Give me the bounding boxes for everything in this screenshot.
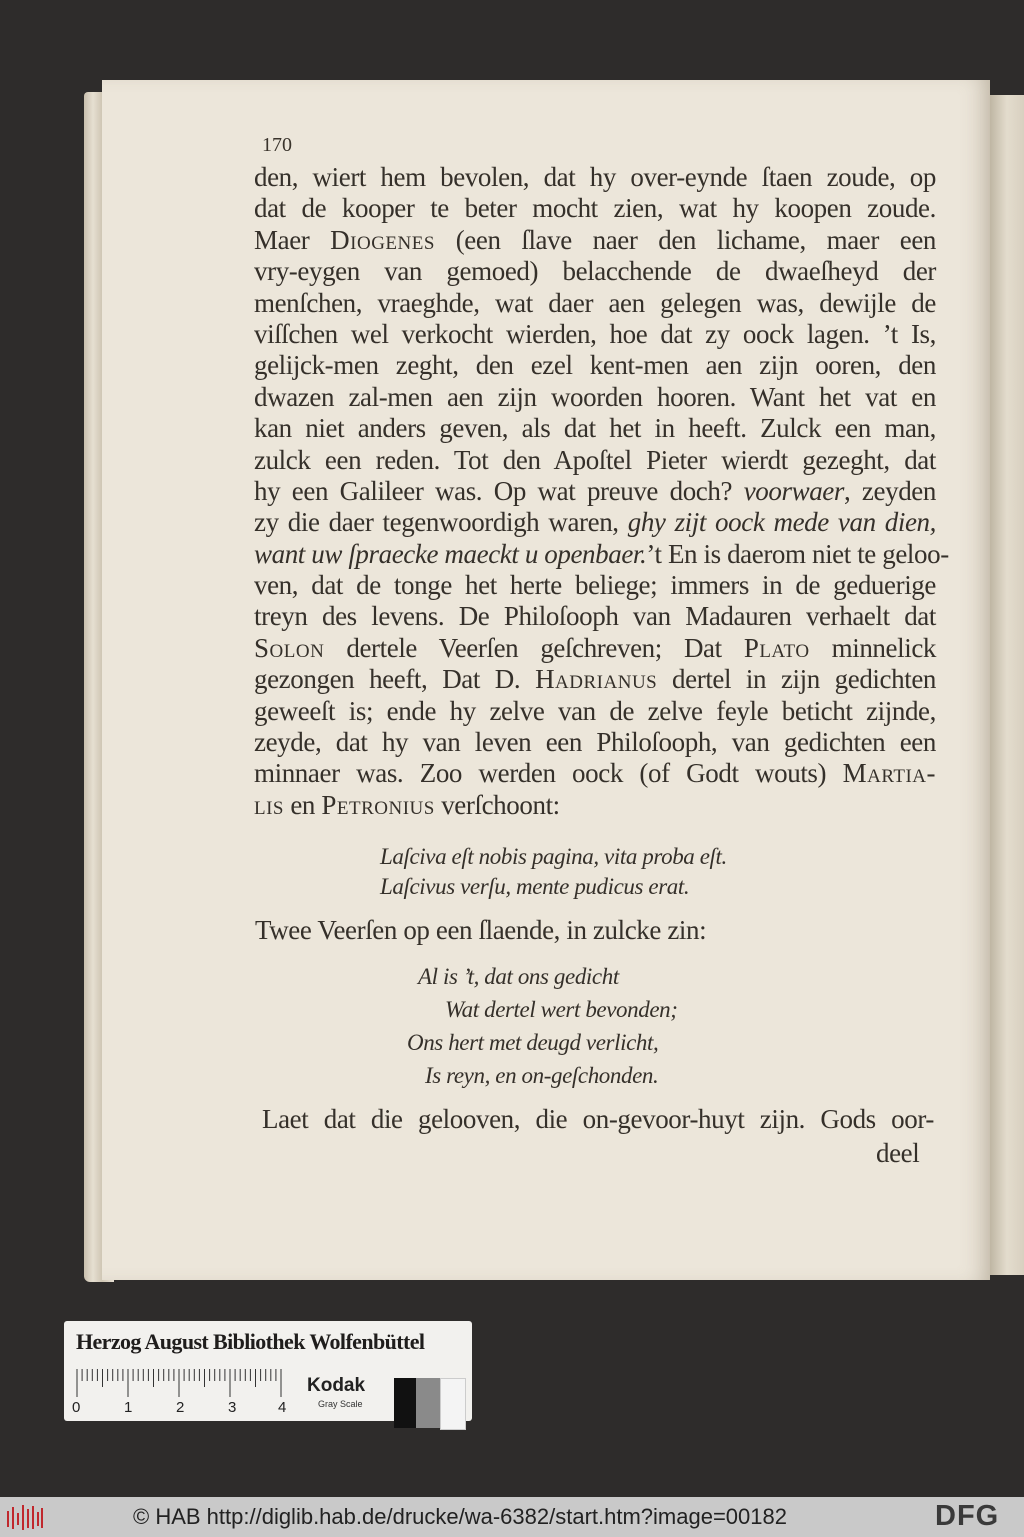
text-segment: dat de kooper te beter mocht zien, wat hy koopen zoude. <box>254 193 936 224</box>
text-segment: verſchoont: <box>434 789 560 820</box>
kodak-brand: Kodak <box>307 1375 366 1396</box>
dutch-verse-line: Ons hert met deugd verlicht, <box>407 1030 659 1055</box>
text-line <box>254 664 936 695</box>
text-line <box>254 570 936 601</box>
italic-quote: voorwaer <box>743 475 844 506</box>
italic-quote: want uw ſpraecke maeckt u openbaer. <box>254 538 647 569</box>
text-line <box>254 476 936 507</box>
text-segment: minnaer was. Zoo werden oock (of Godt wouts) <box>254 758 843 789</box>
library-name: Herzog August Bibliothek Wolfenbüttel <box>76 1329 425 1354</box>
text-segment: dertel in zijn gedichten <box>657 664 936 695</box>
text-segment: ven, dat de tonge het herte beliege; immers in de geduerige <box>254 570 936 601</box>
text-segment: ’t En is daerom niet te geloo- <box>646 538 949 569</box>
ruler-number: 3 <box>228 1399 237 1416</box>
text-line <box>254 727 936 758</box>
text-segment: geweeſt is; ende hy zelve van de zelve feyle beticht zijnde, <box>254 695 936 726</box>
text-segment: viſſchen wel verkocht wierden, hoe dat zy oock lagen. ’t Is, <box>254 318 936 349</box>
text-segment: zeyde, dat hy van leven een Philoſooph, van gedichten een <box>254 727 936 758</box>
ruler-number: 1 <box>124 1399 133 1416</box>
ruler-number: 4 <box>278 1399 287 1416</box>
intro-line: Twee Veerſen op een ſlaende, in zulcke zin: <box>255 915 707 945</box>
gray-scale-label: Gray Scale <box>318 1399 363 1409</box>
text-segment: vry-eygen van gemoed) belacchende de dwaeſheyd der <box>254 256 936 287</box>
text-line <box>254 790 936 821</box>
hab-logo-icon <box>5 1503 45 1531</box>
black-swatch <box>394 1378 416 1428</box>
text-segment: dertele Veerſen geſchreven; Dat <box>324 632 744 663</box>
white-swatch <box>440 1378 466 1430</box>
library-color-card <box>64 1321 472 1421</box>
text-line <box>254 162 936 193</box>
text-line <box>254 696 936 727</box>
text-segment: gezongen heeft, Dat D. <box>254 664 536 695</box>
catchword: deel <box>876 1138 920 1168</box>
gray-swatch <box>416 1378 440 1428</box>
text-line <box>254 633 936 664</box>
page-number: 170 <box>262 134 292 156</box>
closing-line: Laet dat die gelooven, die on-gevoor-huyt zijn. Gods oor- <box>262 1104 934 1134</box>
text-line <box>254 382 936 413</box>
dutch-verse-line: Al is ’t, dat ons gedicht <box>418 964 619 989</box>
text-segment: zulck een reden. Tot den Apoſtel Pieter wierdt gezeght, dat <box>254 444 936 475</box>
text-line <box>254 445 936 476</box>
text-line <box>254 538 949 570</box>
text-segment: en <box>284 789 322 820</box>
text-line <box>254 350 936 381</box>
text-segment: , zeyden <box>843 475 936 506</box>
text-line <box>254 413 936 444</box>
text-segment: hy een Galileer was. Op wat preuve doch? <box>254 475 744 506</box>
text-segment: den, wiert hem bevolen, dat hy over-eynde ſtaen zoude, op <box>254 162 936 192</box>
text-line <box>254 507 936 538</box>
ruler-number: 2 <box>176 1399 185 1416</box>
text-line <box>254 256 936 287</box>
text-segment: kan niet anders geven, als dat het in heeft. Zulck een man, <box>254 413 936 444</box>
small-caps-name: Hadrianus <box>535 664 658 695</box>
text-line <box>254 288 936 319</box>
text-segment: dwazen zal-men aen zijn woorden hooren. Want het vat en <box>254 381 936 412</box>
text-segment: gelijck-men zeght, den ezel kent-men aen zijn ooren, den <box>254 350 936 381</box>
text-segment: (een ſlave naer den lichame, maer een <box>434 224 937 255</box>
text-segment: treyn des levens. De Philoſooph van Madauren verhaelt dat <box>254 601 936 632</box>
text-line <box>254 193 936 224</box>
dutch-verse-line: Wat dertel wert bevonden; <box>445 997 678 1022</box>
text-line <box>254 758 936 789</box>
body-text <box>254 162 949 821</box>
text-segment: menſchen, vraeghde, wat daer aen gelegen was, dewijle de <box>254 287 936 318</box>
text-line <box>254 225 936 256</box>
dutch-verse-line: Is reyn, en on-geſchonden. <box>425 1063 659 1088</box>
dfg-logo: DFG <box>935 1500 1000 1532</box>
ruler-scale <box>76 1369 284 1397</box>
text-line <box>254 601 936 632</box>
small-caps-name: Plato <box>743 632 810 663</box>
latin-verse-line: Laſcivus verſu, mente pudicus erat. <box>380 874 690 899</box>
small-caps-name: Petronius <box>321 789 435 820</box>
small-caps-name: lis <box>254 789 284 820</box>
facing-page-edge <box>990 95 1024 1275</box>
text-segment: Maer <box>254 224 331 255</box>
small-caps-name: Martia- <box>842 758 936 789</box>
latin-verse-line: Laſciva eſt nobis pagina, vita proba eſt. <box>380 844 727 869</box>
text-segment: zy die daer tegenwoordigh waren, <box>254 507 628 538</box>
ruler-number: 0 <box>72 1399 81 1416</box>
footer-bar <box>0 1497 1024 1537</box>
text-line <box>254 319 936 350</box>
small-caps-name: Diogenes <box>330 224 435 255</box>
copyright-link[interactable]: © HAB http://diglib.hab.de/drucke/wa-6382/start.htm?image=00182 <box>133 1504 787 1529</box>
text-segment: minnelick <box>809 632 936 663</box>
small-caps-name: Solon <box>254 632 325 663</box>
italic-quote: ghy zijt oock mede van dien, <box>627 507 936 538</box>
